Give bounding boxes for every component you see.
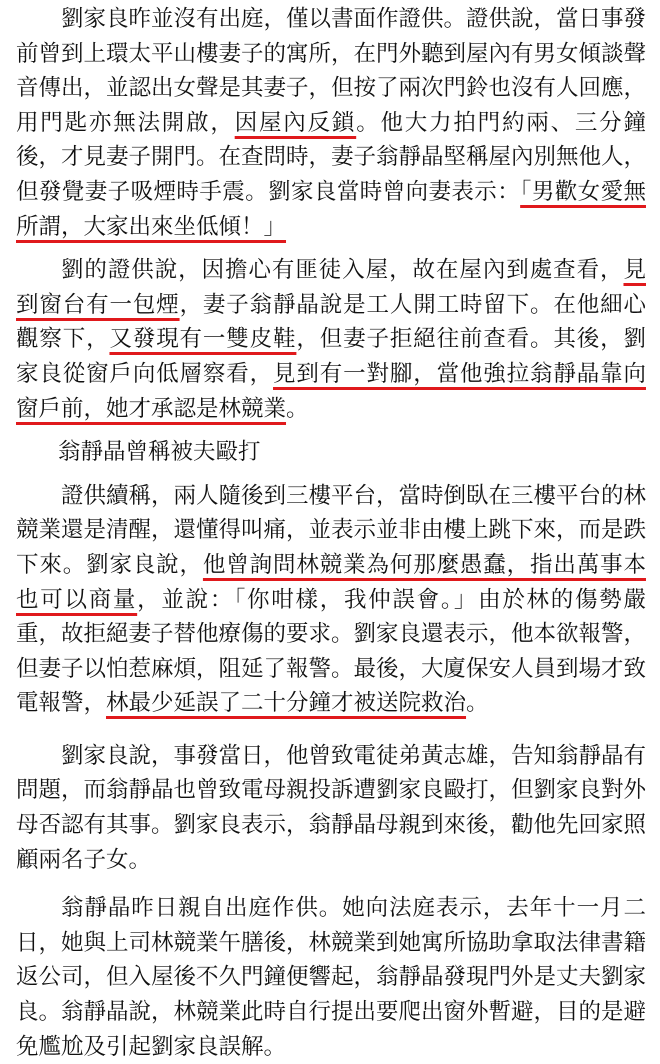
text-segment: ，但妻子拒絕往前查看。其後，劉家良從窗戶向低層察看， [16,326,646,387]
text-segment: 。他大力拍門約兩、三分鐘後，才見妻子開門。在查問時，妻子翁靜晶堅稱屋內別無他人，但發覺妻子吸煙時手震。劉家良當時曾向妻表示： [16,109,647,205]
highlighted-phrase: 他曾詢問林競業為何那麼愚蠢，指出萬事本也可以商量 [16,551,646,613]
text-segment: ，並說：「你咁樣，我仲誤會。」由於林的傷勢嚴重，故拒絕妻子替他療傷的要求。劉家良還表示，他本欲報警，但妻子以怕惹麻煩，阻延了報警。最後，大廈保安人員到場才致電報警， [16,586,647,717]
text-segment: 。 [466,690,489,717]
highlighted-phrase: 因屋內反鎖 [234,109,357,136]
text-segment: ，妻子翁靜晶說是工人開工時留下。在他細心觀察下， [16,291,646,353]
highlighted-phrase: 又發現有一雙皮鞋 [109,326,297,353]
paragraph-5 [16,891,646,1064]
subheading [16,435,646,470]
paragraph-3 [16,479,646,721]
highlighted-phrase: 林最少延誤了二十分鐘才被送院救治 [106,690,467,717]
text-segment: 劉家良昨並沒有出庭，僅以書面作證供。證供說，當日事發前曾到上環太平山樓妻子的寓所，在門外聽到屋內有男女傾談聲音傳出，並認出女聲是其妻子，但按了兩次門鈴也沒有人回應，用門匙亦無法開啟， [16,6,647,136]
article-body [16,2,646,1064]
paragraph-4 [16,739,646,877]
paragraph-2 [16,253,646,426]
paragraph-1 [16,2,646,244]
highlighted-phrase: 見到窗台有一包煙 [16,257,646,318]
text-segment: 證供續稱，兩人隨後到三樓平台，當時倒臥在三樓平台的林競業還是清醒，還懂得叫痛，並表示並非由樓上跳下來，而是跌下來。劉家良說， [16,482,647,578]
text-segment: 。 [286,395,309,422]
highlighted-quote: 「男歡女愛無所謂，大家出來坐低傾！」 [16,178,646,240]
text-segment: 劉家良說，事發當日，他曾致電徒弟黃志雄，告知翁靜晶有問題，而翁靜晶也曾致電母親投訴遭劉家良毆打，但劉家良對外母否認有其事。劉家良表示，翁靜晶母親到來後，勸他先回家照顧兩名子女。 [16,742,647,873]
highlighted-phrase: 見到有一對腳，當他強拉翁靜晶靠向窗戶前，她才承認是林競業 [16,360,646,422]
text-segment: 翁靜晶昨日親自出庭作供。她向法庭表示，去年十一月二日，她與上司林競業午膳後，林競業到她寓所協助拿取法律書籍返公司，但入屋後不久門鐘便響起，翁靜晶發現門外是丈夫劉家良。翁靜晶說，林競業此時自行提出要爬出窗外暫避，目的是避免尷尬及引起劉家良誤解。 [16,895,647,1060]
subheading-text: 翁靜晶曾稱被夫毆打 [58,439,261,466]
text-segment: 劉的證供說，因擔心有匪徒入屋，故在屋內到處查看， [61,257,624,284]
